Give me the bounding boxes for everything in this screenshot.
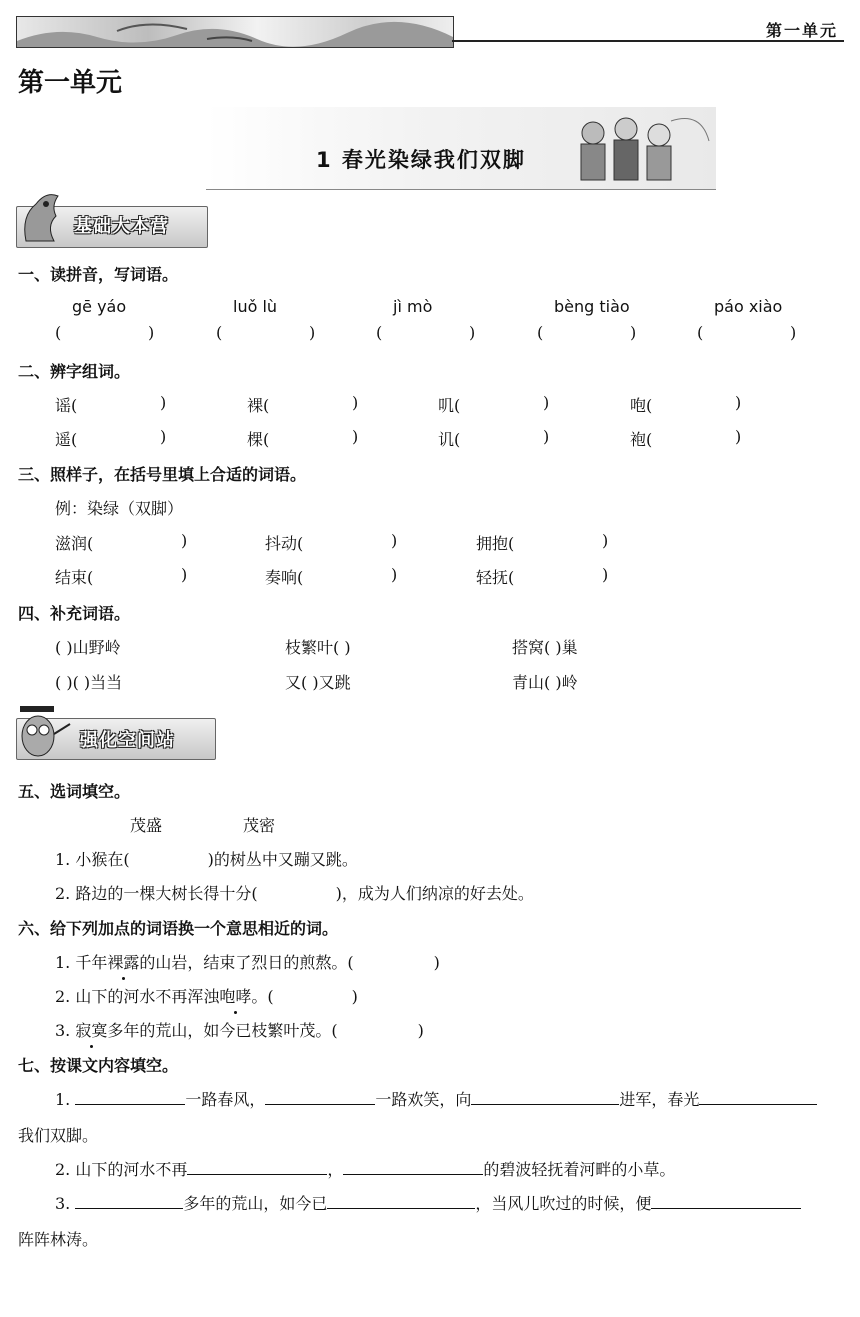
q3-example: 例：染绿（双脚） <box>55 499 184 518</box>
fill-blank[interactable] <box>327 1207 475 1209</box>
dotted-word: 咆哮 <box>219 984 251 1007</box>
q5-option: 茂盛 <box>130 816 163 835</box>
unit-title: 第一单元 <box>18 68 123 98</box>
q1-pinyin: páo xiào <box>714 297 783 316</box>
q1-paren-open: ( <box>55 323 62 342</box>
q1-paren-close: ) <box>630 323 637 342</box>
q2-word: 袍( <box>630 430 653 449</box>
header-banner <box>16 16 454 48</box>
q2-paren-close: ) <box>543 393 550 412</box>
q5-title: 五、选词填空。 <box>18 782 131 801</box>
q2-paren-close: ) <box>352 393 359 412</box>
fill-blank[interactable] <box>343 1173 483 1175</box>
q2-word: 咆( <box>630 396 653 415</box>
q2-paren-close: ) <box>160 393 167 412</box>
q3-word: 抖动( <box>265 534 304 553</box>
q4-item: ( )( )当当 <box>55 673 123 692</box>
q1-paren-open: ( <box>376 323 383 342</box>
q1-paren-close: ) <box>148 323 155 342</box>
q2-word: 叽( <box>438 396 461 415</box>
fill-blank[interactable] <box>651 1207 801 1209</box>
landscape-decoration <box>17 17 453 47</box>
q2-word: 讥( <box>438 430 461 449</box>
children-illustration <box>551 111 711 187</box>
q2-word: 谣( <box>55 396 78 415</box>
owl-mascot-icon <box>14 700 72 762</box>
q3-word: 轻抚( <box>476 568 515 587</box>
q2-word: 遥( <box>55 430 78 449</box>
q2-paren-close: ) <box>352 427 359 446</box>
q1-paren-close: ) <box>469 323 476 342</box>
q2-paren-close: ) <box>543 427 550 446</box>
q3-paren-close: ) <box>391 565 398 584</box>
q1-pinyin: luǒ lù <box>233 297 278 316</box>
q2-paren-close: ) <box>735 427 742 446</box>
q4-item: 搭窝( )巢 <box>512 638 578 657</box>
q1-paren-open: ( <box>537 323 544 342</box>
q7-line-3: 3. 多年的荒山，如今已 ，当风儿吹过的时候，便 <box>55 1191 801 1214</box>
lesson-title: 1 春光染绿我们双脚 <box>316 148 526 172</box>
q2-paren-close: ) <box>160 427 167 446</box>
q5-sentence-1: 1. 小猴在( )的树丛中又蹦又跳。 <box>55 850 358 869</box>
q4-item: ( )山野岭 <box>55 638 121 657</box>
dotted-word: 寂寞 <box>75 1018 107 1041</box>
q1-paren-open: ( <box>697 323 704 342</box>
fill-blank[interactable] <box>75 1103 185 1105</box>
q2-title: 二、辨字组词。 <box>18 362 131 381</box>
q7-line-2: 2. 山下的河水不再 ， 的碧波轻抚着河畔的小草。 <box>55 1160 676 1179</box>
q6-sentence-2: 2. 山下的河水不再浑浊咆哮。( ) <box>55 984 358 1007</box>
q3-paren-close: ) <box>181 531 188 550</box>
q4-item: 青山( )岭 <box>512 673 578 692</box>
badge-advanced-label: 强化空间站 <box>80 730 175 751</box>
q7-line-1: 1. 一路春风， 一路欢笑，向 进军，春光 <box>55 1087 817 1110</box>
q7-line-1-cont: 我们双脚。 <box>18 1126 99 1145</box>
q4-title: 四、补充词语。 <box>18 604 131 623</box>
q6-sentence-3: 3. 寂寞多年的荒山，如今已枝繁叶茂。( ) <box>55 1018 424 1041</box>
q4-item: 又( )又跳 <box>285 673 351 692</box>
q1-pinyin: jì mò <box>393 297 433 316</box>
q1-paren-close: ) <box>309 323 316 342</box>
fill-blank[interactable] <box>187 1173 327 1175</box>
fill-blank[interactable] <box>75 1207 183 1209</box>
badge-basic-label: 基础大本营 <box>74 216 169 237</box>
q1-paren-close: ) <box>790 323 797 342</box>
header-unit-label: 第一单元 <box>765 21 838 40</box>
q1-pinyin: gē yáo <box>72 297 127 316</box>
q2-word: 棵( <box>247 430 270 449</box>
q1-pinyin: bèng tiào <box>554 297 630 316</box>
q5-sentence-2: 2. 路边的一棵大树长得十分( )，成为人们纳凉的好去处。 <box>55 884 534 903</box>
q3-word: 拥抱( <box>476 534 515 553</box>
dragon-mascot-icon <box>16 186 66 246</box>
fill-blank[interactable] <box>265 1103 375 1105</box>
q3-word: 结束( <box>55 568 94 587</box>
fill-blank[interactable] <box>471 1103 619 1105</box>
fill-blank[interactable] <box>699 1103 817 1105</box>
q3-title: 三、照样子，在括号里填上合适的词语。 <box>18 465 307 484</box>
q3-paren-close: ) <box>391 531 398 550</box>
q2-paren-close: ) <box>735 393 742 412</box>
dotted-word: 裸露 <box>107 950 139 973</box>
q1-paren-open: ( <box>216 323 223 342</box>
q5-option: 茂密 <box>243 816 276 835</box>
q2-word: 裸( <box>247 396 270 415</box>
q7-title: 七、按课文内容填空。 <box>18 1056 179 1075</box>
q3-paren-close: ) <box>181 565 188 584</box>
q3-word: 奏响( <box>265 568 304 587</box>
q1-title: 一、读拼音，写词语。 <box>18 265 179 284</box>
q3-paren-close: ) <box>602 565 609 584</box>
q6-sentence-1: 1. 千年裸露的山岩，结束了烈日的煎熬。( ) <box>55 950 440 973</box>
q3-word: 滋润( <box>55 534 94 553</box>
q4-item: 枝繁叶( ) <box>285 638 351 657</box>
q7-line-3-cont: 阵阵林涛。 <box>18 1230 99 1249</box>
q6-title: 六、给下列加点的词语换一个意思相近的词。 <box>18 919 339 938</box>
q3-paren-close: ) <box>602 531 609 550</box>
